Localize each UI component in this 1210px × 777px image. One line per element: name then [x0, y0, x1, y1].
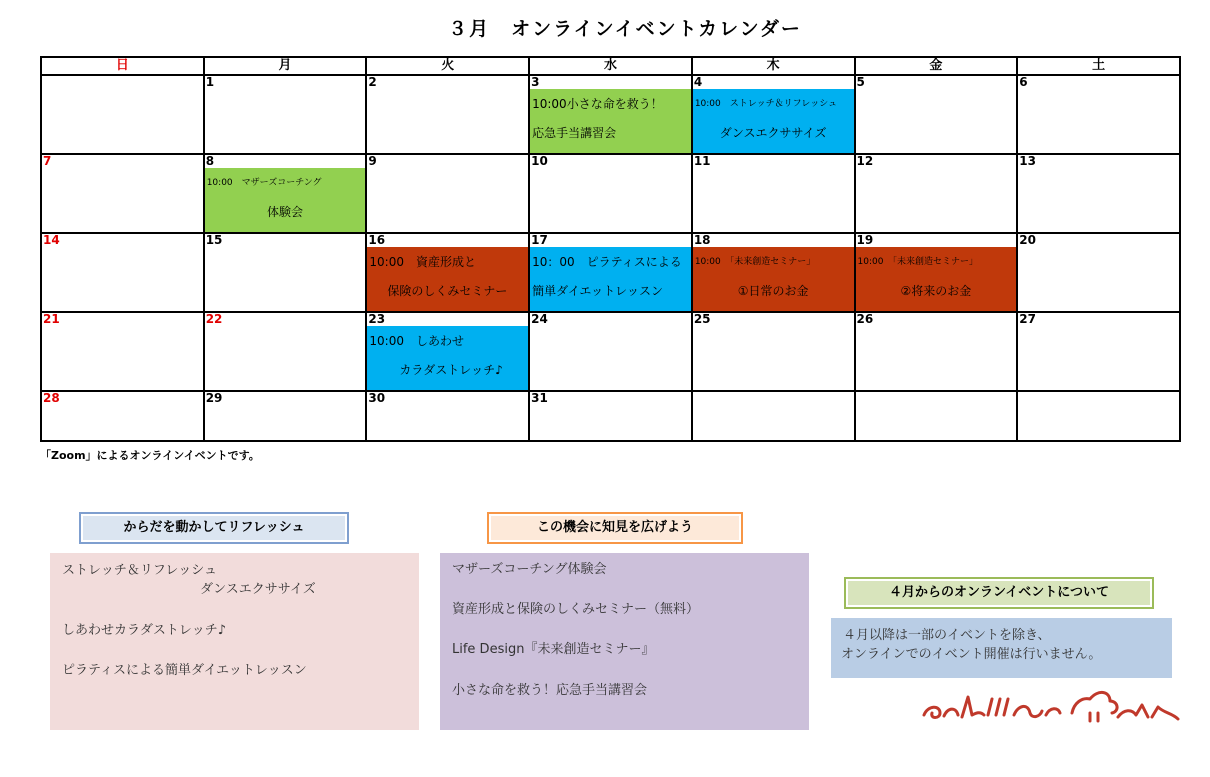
- list-item: ピラティスによる簡単ダイエットレッスン: [62, 663, 307, 678]
- list-item: ダンスエクササイズ: [200, 582, 316, 597]
- day-number: 4: [693, 75, 703, 89]
- event-time-title: 10:00 「未来創造セミナー」: [857, 257, 978, 267]
- weekday-thu: 木: [692, 57, 855, 75]
- calendar-week-2: [41, 154, 1180, 233]
- weekday-wed: 水: [529, 57, 692, 75]
- calendar-cell[interactable]: [204, 75, 367, 154]
- calendar-cell[interactable]: [204, 154, 367, 233]
- event-time-title: 10:00 資産形成と: [369, 255, 476, 269]
- calendar-cell[interactable]: [529, 75, 692, 154]
- calendar-cell[interactable]: [204, 233, 367, 312]
- weekday-fri: 金: [855, 57, 1018, 75]
- calendar-cell[interactable]: [692, 312, 855, 391]
- day-number: 14: [43, 233, 60, 247]
- event-subtitle: 体験会: [267, 205, 304, 219]
- list-item: Life Design『未来創造セミナー』: [452, 642, 655, 657]
- calendar-cell[interactable]: [529, 154, 692, 233]
- section-box-april: [831, 618, 1172, 678]
- day-number: 17: [531, 233, 548, 247]
- calendar-cell[interactable]: [1017, 154, 1180, 233]
- calendar-cell-empty: [692, 391, 855, 441]
- calendar-cell[interactable]: [366, 312, 529, 391]
- calendar-cell-empty: [855, 391, 1018, 441]
- calendar-cell[interactable]: [529, 312, 692, 391]
- calendar-cell[interactable]: [855, 154, 1018, 233]
- weekday-sat: 土: [1017, 57, 1180, 75]
- day-number: 24: [531, 312, 548, 326]
- calendar-cell[interactable]: [366, 154, 529, 233]
- event-time-title: 10:00 マザーズコーチング: [206, 178, 322, 188]
- event-happy-stretch[interactable]: [367, 326, 528, 390]
- day-number: 15: [205, 233, 223, 247]
- section-box-refresh: [50, 553, 419, 730]
- calendar-cell[interactable]: [366, 233, 529, 312]
- weekday-tue: 火: [366, 57, 529, 75]
- event-subtitle: ②将来のお金: [900, 284, 972, 298]
- event-time-title: 10:00小さな命を救う！: [532, 97, 663, 111]
- calendar-cell[interactable]: [366, 75, 529, 154]
- calendar-cell[interactable]: [204, 391, 367, 441]
- calendar-cell[interactable]: [41, 391, 204, 441]
- calendar-cell[interactable]: [366, 391, 529, 441]
- event-time-title: 10：00 ピラティスによる: [532, 255, 682, 269]
- event-subtitle: ダンスエクササイズ: [719, 126, 827, 140]
- day-number: 19: [856, 233, 874, 247]
- calendar-cell[interactable]: [41, 233, 204, 312]
- calendar-cell[interactable]: [692, 154, 855, 233]
- calendar-cell[interactable]: [855, 75, 1018, 154]
- calendar-cell[interactable]: [855, 233, 1018, 312]
- day-number: 27: [1019, 312, 1036, 326]
- day-number: 5: [856, 75, 865, 89]
- calendar-cell-empty: [1017, 391, 1180, 441]
- event-time-title: 10:00 しあわせ: [369, 334, 464, 348]
- day-number: 9: [368, 154, 377, 168]
- section-header-april: ４月からのオンランイベントについて: [844, 577, 1154, 609]
- weekday-sun: 日: [41, 57, 204, 75]
- day-number: 28: [43, 391, 60, 405]
- event-subtitle: 保険のしくみセミナー: [387, 284, 508, 298]
- list-item: しあわせカラダストレッチ♪: [62, 623, 227, 638]
- calendar-cell[interactable]: [1017, 312, 1180, 391]
- event-future-seminar-1[interactable]: [693, 247, 854, 311]
- event-subtitle: ①日常のお金: [737, 284, 809, 298]
- day-number: 12: [856, 154, 874, 168]
- day-number: 13: [1019, 154, 1036, 168]
- zoom-note: 「Zoom」によるオンラインイベントです。: [40, 449, 260, 462]
- day-number: 16: [368, 233, 386, 247]
- day-number: 7: [43, 154, 52, 168]
- day-number: 22: [205, 312, 223, 326]
- calendar-week-5: [41, 391, 1180, 441]
- day-number: 29: [205, 391, 223, 405]
- event-mothers-coaching[interactable]: [205, 168, 366, 232]
- day-number: 25: [693, 312, 711, 326]
- list-item: 小さな命を救う！応急手当講習会: [452, 683, 648, 698]
- calendar-cell[interactable]: [204, 312, 367, 391]
- calendar-week-4: [41, 312, 1180, 391]
- event-future-seminar-2[interactable]: [856, 247, 1017, 311]
- day-number: 3: [531, 75, 540, 89]
- list-item: マザーズコーチング体験会: [452, 562, 607, 577]
- day-number: 10: [531, 154, 548, 168]
- section-header-knowledge: この機会に知見を広げよう: [487, 512, 743, 544]
- event-subtitle: カラダストレッチ♪: [399, 363, 503, 377]
- calendar-cell[interactable]: [529, 391, 692, 441]
- day-number: 31: [531, 391, 548, 405]
- calendar-cell[interactable]: [692, 233, 855, 312]
- day-number: 30: [368, 391, 386, 405]
- day-number: 21: [43, 312, 60, 326]
- calendar-cell[interactable]: [1017, 233, 1180, 312]
- section-header-refresh: からだを動かしてリフレッシュ: [79, 512, 349, 544]
- calendar-week-3: [41, 233, 1180, 312]
- decorative-logo: [922, 683, 1186, 723]
- weekday-header-row: [41, 57, 1180, 75]
- day-number: 2: [368, 75, 377, 89]
- notice-line: オンラインでのイベント開催は行いません。: [841, 647, 1102, 662]
- calendar-cell[interactable]: [41, 154, 204, 233]
- page-title: ３月 オンラインイベントカレンダー: [448, 18, 802, 40]
- section-box-knowledge: [440, 553, 809, 730]
- day-number: 23: [368, 312, 386, 326]
- notice-line: ４月以降は一部のイベントを除き、: [843, 628, 1051, 643]
- day-number: 11: [693, 154, 711, 168]
- calendar-cell[interactable]: [1017, 75, 1180, 154]
- day-number: 18: [693, 233, 711, 247]
- event-first-aid[interactable]: [530, 89, 691, 153]
- event-stretch-dance[interactable]: [693, 89, 854, 153]
- calendar-week-1: [41, 75, 1180, 154]
- event-asset-insurance[interactable]: [367, 247, 528, 311]
- day-number: 20: [1019, 233, 1036, 247]
- calendar-cell[interactable]: [692, 75, 855, 154]
- event-pilates-diet[interactable]: [530, 247, 691, 311]
- day-number: 6: [1019, 75, 1028, 89]
- event-subtitle: 簡単ダイエットレッスン: [532, 284, 664, 298]
- event-calendar: [40, 56, 1181, 442]
- event-time-title: 10:00 「未来創造セミナー」: [694, 257, 816, 267]
- list-item: ストレッチ＆リフレッシュ: [62, 563, 217, 578]
- event-time-title: 10:00 ストレッチ＆リフレッシュ: [694, 99, 838, 109]
- day-number: 26: [856, 312, 874, 326]
- calendar-cell[interactable]: [855, 312, 1018, 391]
- weekday-mon: 月: [204, 57, 367, 75]
- calendar-cell[interactable]: [529, 233, 692, 312]
- list-item: 資産形成と保険のしくみセミナー（無料）: [452, 602, 700, 617]
- calendar-cell-empty: [41, 75, 204, 154]
- day-number: 1: [205, 75, 215, 89]
- event-subtitle: 応急手当講習会: [532, 126, 617, 140]
- day-number: 8: [205, 154, 215, 168]
- calendar-cell[interactable]: [41, 312, 204, 391]
